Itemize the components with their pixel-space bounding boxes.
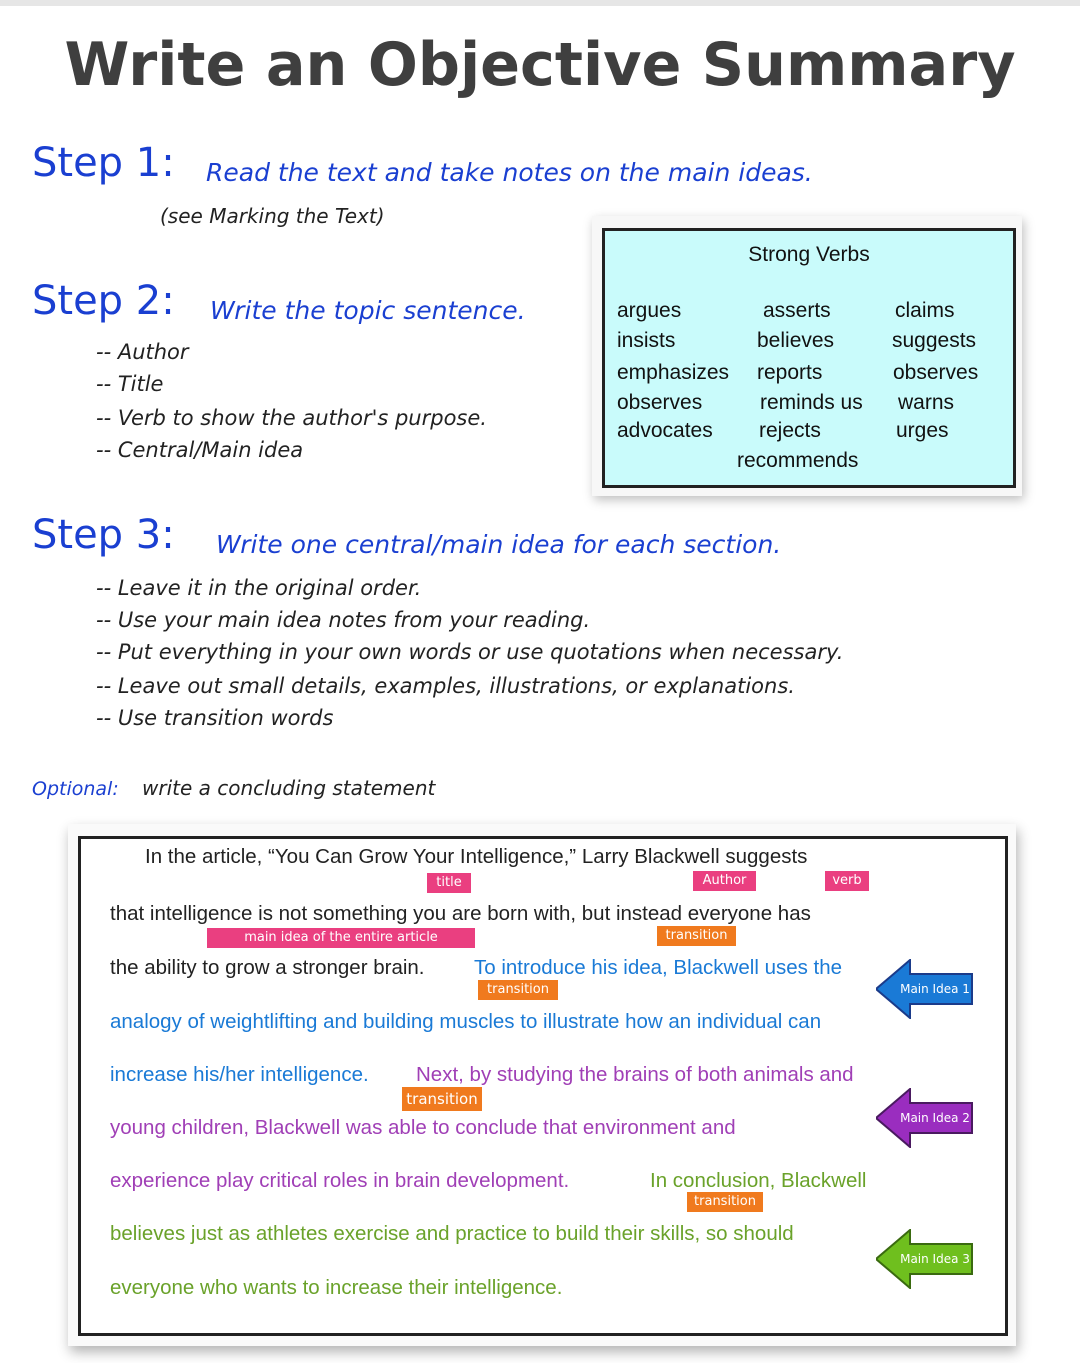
verb-word: observes [893,361,979,384]
step1-label: Step 1: [32,140,175,186]
verb-word: suggests [892,329,977,352]
example-line-5a: increase his/her intelligence. [110,1063,369,1086]
main-idea-1-label: Main Idea 1 [900,982,970,996]
tag-title: title [427,873,471,893]
example-line-6: young children, Blackwell was able to conclude that environment and [110,1116,736,1139]
verb-word: believes [757,329,835,352]
tag-author: Author [693,871,756,891]
step2-bullet: -- Central/Main idea [96,438,304,462]
step1-note: (see Marking the Text) [160,204,385,228]
strong-verbs-title: Strong Verbs [748,243,870,266]
optional-label: Optional: [32,778,119,800]
verb-word: recommends [737,449,859,472]
main-idea-2-label: Main Idea 2 [900,1111,970,1125]
step2-text: Write the topic sentence. [210,296,526,325]
main-idea-2-arrow [876,1088,974,1148]
step2-bullet: -- Title [96,372,164,396]
step3-bullet: -- Put everything in your own words or use quotations when necessary. [96,640,844,664]
step3-label: Step 3: [32,512,175,558]
verb-word: insists [617,329,676,352]
step3-bullet: -- Use your main idea notes from your reading. [96,608,591,632]
verb-word: urges [896,419,949,442]
example-line-3a: the ability to grow a stronger brain. [110,956,425,979]
verb-word: advocates [617,419,713,442]
verb-word: reports [757,361,823,384]
optional-text: write a concluding statement [142,776,436,800]
verb-word: reminds us [760,391,863,414]
step1-text: Read the text and take notes on the main ideas. [206,158,813,187]
example-line-7b: In conclusion, Blackwell [650,1169,867,1192]
tag-transition: transition [402,1087,482,1111]
tag-transition: transition [478,980,558,1000]
tag-transition: transition [657,926,736,946]
step2-bullet: -- Verb to show the author's purpose. [96,406,487,430]
verb-word: argues [617,299,682,322]
example-line-2: that intelligence is not something you are born with, but instead everyone has [110,902,811,925]
verb-word: claims [895,299,955,322]
step3-bullet: -- Use transition words [96,706,334,730]
top-strip [0,0,1080,6]
step3-bullet: -- Leave out small details, examples, illustrations, or explanations. [96,674,795,698]
tag-main-idea: main idea of the entire article [207,928,475,948]
example-line-9: everyone who wants to increase their intelligence. [110,1276,563,1299]
strong-verbs-box [602,228,1016,488]
main-idea-3-label: Main Idea 3 [900,1252,970,1266]
verb-word: asserts [763,299,831,322]
main-idea-1-arrow [876,959,974,1019]
example-line-5b: Next, by studying the brains of both animals and [416,1063,854,1086]
main-idea-3-arrow [876,1229,974,1289]
example-line-4: analogy of weightlifting and building muscles to illustrate how an individual can [110,1010,822,1033]
tag-verb: verb [825,871,869,891]
step2-bullet: -- Author [96,340,189,364]
example-line-3b: To introduce his idea, Blackwell uses the [474,956,843,979]
page-title: Write an Objective Summary [64,30,1016,100]
example-line-7a: experience play critical roles in brain development. [110,1169,570,1192]
tag-transition: transition [687,1192,763,1212]
example-line-8: believes just as athletes exercise and practice to build their skills, so should [110,1222,794,1245]
verb-word: rejects [759,419,821,442]
step2-label: Step 2: [32,278,175,324]
verb-word: emphasizes [617,361,730,384]
step3-text: Write one central/main idea for each section. [216,530,782,559]
verb-word: warns [898,391,955,414]
step3-bullet: -- Leave it in the original order. [96,576,422,600]
verb-word: observes [617,391,703,414]
example-line-1: In the article, “You Can Grow Your Intelligence,” Larry Blackwell suggests [145,845,808,868]
